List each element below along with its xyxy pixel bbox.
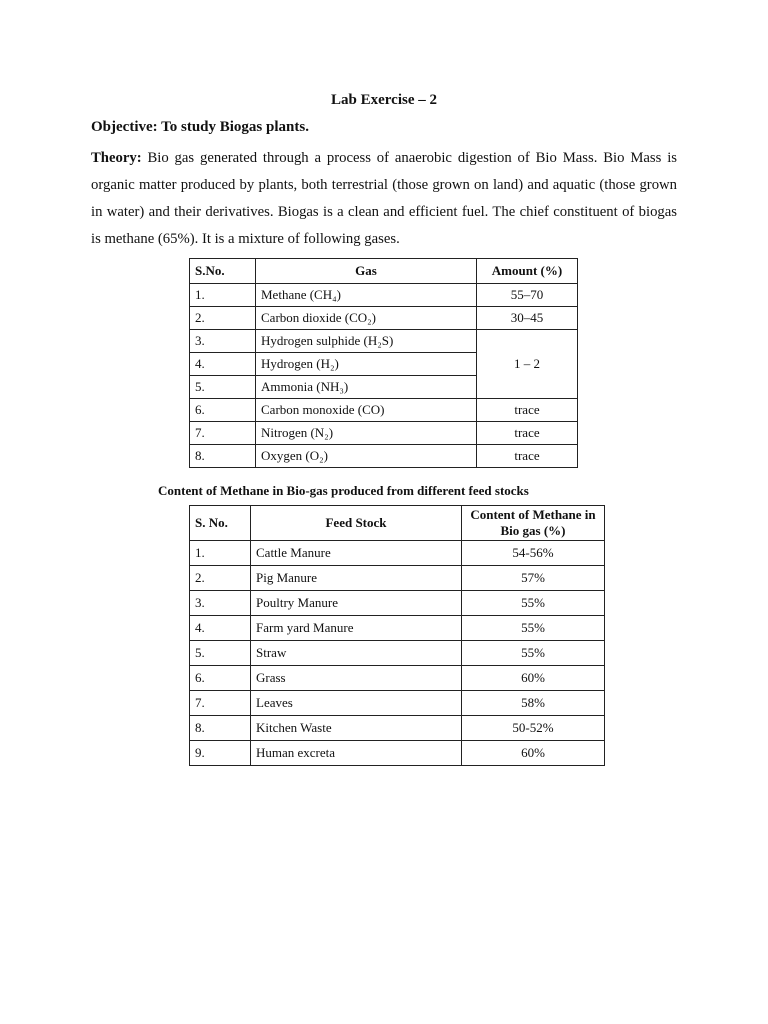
cell-amount: 55–70: [477, 284, 578, 307]
cell-methane-content: 57%: [462, 566, 605, 591]
cell-amount: 30–45: [477, 307, 578, 330]
cell-methane-content: 60%: [462, 666, 605, 691]
page-title: Lab Exercise – 2: [331, 92, 437, 108]
cell-feed-stock: Grass: [251, 666, 462, 691]
cell-gas: Hydrogen sulphide (H₂S): [256, 330, 477, 353]
cell-sno: 2.: [190, 307, 256, 330]
cell-feed-stock: Farm yard Manure: [251, 616, 462, 641]
table-row: [190, 741, 605, 766]
cell-feed-stock: Pig Manure: [251, 566, 462, 591]
cell-amount: trace: [477, 422, 578, 445]
cell-gas: Carbon dioxide (CO₂): [256, 307, 477, 330]
cell-sno: 4.: [190, 353, 256, 376]
cell-sno: 1.: [190, 541, 251, 566]
table-row: [190, 591, 605, 616]
cell-feed-stock: Straw: [251, 641, 462, 666]
cell-sno: 4.: [190, 616, 251, 641]
cell-sno: 7.: [190, 691, 251, 716]
cell-methane-content: 54-56%: [462, 541, 605, 566]
cell-gas: Carbon monoxide (CO): [256, 399, 477, 422]
cell-gas: Ammonia (NH₃): [256, 376, 477, 399]
table-row: [190, 399, 578, 422]
cell-sno: 3.: [190, 591, 251, 616]
gas-composition-table: [189, 258, 578, 468]
table-row: [190, 666, 605, 691]
column-header-feed-stock: Feed Stock: [251, 506, 462, 541]
column-header-sno: S.No.: [190, 259, 256, 284]
cell-feed-stock: Leaves: [251, 691, 462, 716]
column-header-amount: Amount (%): [477, 259, 578, 284]
cell-feed-stock: Human excreta: [251, 741, 462, 766]
table-row: [190, 422, 578, 445]
cell-gas: Methane (CH₄): [256, 284, 477, 307]
cell-methane-content: 55%: [462, 591, 605, 616]
cell-methane-content: 55%: [462, 616, 605, 641]
table-row: [190, 284, 578, 307]
table-row: [190, 307, 578, 330]
cell-amount: trace: [477, 399, 578, 422]
cell-sno: 8.: [190, 445, 256, 468]
cell-methane-content: 58%: [462, 691, 605, 716]
column-header-gas: Gas: [256, 259, 477, 284]
table-row: [190, 691, 605, 716]
cell-amount: trace: [477, 445, 578, 468]
cell-sno: 8.: [190, 716, 251, 741]
cell-sno: 6.: [190, 666, 251, 691]
feed-table-body: [190, 541, 605, 766]
theory-paragraph: [91, 145, 677, 253]
cell-sno: 5.: [190, 376, 256, 399]
table-row: [190, 541, 605, 566]
cell-sno: 7.: [190, 422, 256, 445]
cell-methane-content: 55%: [462, 641, 605, 666]
feed-stock-table: [189, 505, 605, 766]
table-row: [190, 566, 605, 591]
cell-sno: 2.: [190, 566, 251, 591]
cell-feed-stock: Poultry Manure: [251, 591, 462, 616]
theory-text: Bio gas generated through a process of anaerobic digestion of Bio Mass. Bio Mass is organic matter produced by plants, both terrestrial (those grown on land) and aquatic (those grown in water) and their derivatives. Biogas is a clean and efficient fuel. The chief constituent of biogas is methane (65%). It is a mixture of following gases.: [91, 150, 678, 247]
theory-label: Theory:: [91, 150, 142, 166]
cell-methane-content: 50-52%: [462, 716, 605, 741]
cell-sno: 9.: [190, 741, 251, 766]
table-row: [190, 330, 578, 353]
table-header-row: [190, 259, 578, 284]
cell-sno: 6.: [190, 399, 256, 422]
column-header-sno: S. No.: [190, 506, 251, 541]
column-header-methane-content: Content of Methane in Bio gas (%): [462, 506, 605, 541]
table-row: [190, 641, 605, 666]
cell-gas: Hydrogen (H₂): [256, 353, 477, 376]
feed-table-caption: Content of Methane in Bio-gas produced from different feed stocks: [158, 483, 529, 498]
cell-gas: Oxygen (O₂): [256, 445, 477, 468]
table-row: [190, 716, 605, 741]
objective-text: Objective: To study Biogas plants.: [91, 119, 309, 135]
cell-methane-content: 60%: [462, 741, 605, 766]
table-row: [190, 616, 605, 641]
cell-gas: Nitrogen (N₂): [256, 422, 477, 445]
table-row: [190, 445, 578, 468]
cell-amount-merged: 1 – 2: [477, 330, 578, 399]
table-header-row: [190, 506, 605, 541]
cell-feed-stock: Cattle Manure: [251, 541, 462, 566]
cell-feed-stock: Kitchen Waste: [251, 716, 462, 741]
cell-sno: 1.: [190, 284, 256, 307]
cell-sno: 5.: [190, 641, 251, 666]
cell-sno: 3.: [190, 330, 256, 353]
